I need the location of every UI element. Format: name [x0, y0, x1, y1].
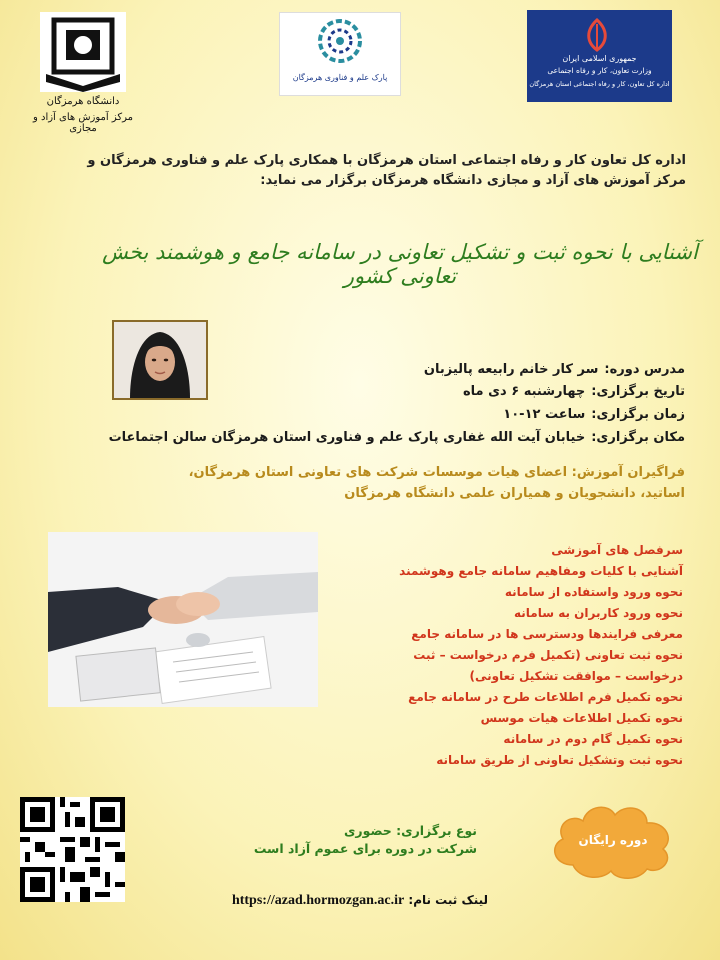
topics-heading: سرفصل های آموزشی: [551, 543, 683, 557]
intro-line-2: مرکز آموزش های آزاد و مجازی دانشگاه هرمزگان برگزار می نماید:: [260, 173, 686, 188]
handshake-image: [48, 532, 318, 707]
science-park-logo: [279, 12, 401, 96]
intro-text: [20, 151, 686, 191]
university-caption-1: دانشگاه هرمزگان: [46, 96, 120, 107]
instructor-label: مدرس دوره:: [604, 362, 685, 377]
science-park-caption: پارک علم و فناوری هرمزگان: [292, 73, 388, 82]
free-course-label: دوره رایگان: [578, 833, 648, 847]
list-item: معرفی فرایندها ودسترسی ها در سامانه جامع: [411, 627, 683, 641]
place-value: خیابان آیت الله غفاری پارک علم و فناوری استان هرمزگان سالن اجتماعات: [108, 430, 586, 445]
list-item: درخواست – موافقت تشکیل تعاونی): [469, 669, 683, 683]
time-row: [80, 407, 685, 422]
list-item: نحوه ثبت تعاونی (تکمیل فرم درخواست – ثبت: [413, 648, 683, 662]
university-caption-2: مرکز آموزش های آزاد و مجازی: [32, 112, 134, 134]
instructor-value: سر کار خانم رابیعه پالیزبان: [423, 362, 599, 377]
list-item: نحوه تکمیل اطلاعات هیات موسس: [480, 711, 683, 725]
date-row: [80, 384, 685, 399]
list-item: نحوه تکمیل گام دوم در سامانه: [503, 732, 683, 746]
ministry-caption-2: وزارت تعاون، کار و رفاه اجتماعی: [547, 66, 652, 75]
audience-line-2: اساتید، دانشجویان و همیاران علمی دانشگاه هرمزگان: [344, 486, 685, 501]
intro-line-1: اداره کل تعاون کار و رفاه اجتماعی استان هرمزگان با همکاری پارک علم و فناوری هرمزگان و: [87, 153, 686, 168]
ministry-caption-1: جمهوری اسلامی ایران: [562, 54, 637, 63]
instructor-row: [80, 362, 685, 377]
list-item: نحوه ثبت وتشکیل تعاونی از طریق سامانه: [436, 753, 683, 767]
date-label: تاریخ برگزاری:: [591, 384, 685, 399]
list-item: نحوه ورود کاربران به سامانه: [514, 606, 683, 620]
list-item: آشنایی با کلیات ومفاهیم سامانه جامع وهوشمند: [399, 564, 683, 578]
audience-line-1: فراگیران آموزش: اعضای هیات موسسات شرکت های تعاونی استان هرمزگان،: [188, 465, 685, 480]
time-label: زمان برگزاری:: [591, 407, 685, 422]
topics-list: [330, 540, 683, 771]
registration-label: لینک ثبت نام:: [408, 893, 489, 907]
university-logo: [40, 12, 126, 92]
registration-row: [180, 893, 540, 909]
list-item: نحوه تکمیل فرم اطلاعات طرح در سامانه جامع: [408, 690, 683, 704]
time-value: ساعت ۱۲-۱۰: [503, 407, 586, 422]
date-value: چهارشنبه ۶ دی ماه: [462, 384, 586, 399]
emblem-icon: [572, 16, 622, 54]
event-type-line-2: شرکت در دوره برای عموم آزاد است: [253, 841, 477, 856]
event-type: [240, 822, 477, 858]
list-item: نحوه ورود واستفاده از سامانه: [504, 585, 683, 599]
place-row: [80, 430, 685, 445]
course-title: آشنایی با نحوه ثبت و تشکیل تعاونی در سامانه جامع و هوشمند بخش تعاونی کشور: [102, 240, 698, 288]
ministry-caption-3: اداره کل تعاون، کار و رفاه اجتماعی استان هرمزگان: [529, 80, 670, 88]
place-label: مکان برگزاری:: [591, 430, 685, 445]
registration-link[interactable]: https://azad.hormozgan.ac.ir: [231, 893, 405, 908]
free-course-badge: [543, 795, 683, 885]
qr-code[interactable]: [20, 797, 125, 902]
audience-text: [70, 462, 685, 504]
ministry-logo: [527, 10, 672, 102]
event-type-line-1: نوع برگزاری: حضوری: [343, 823, 477, 838]
